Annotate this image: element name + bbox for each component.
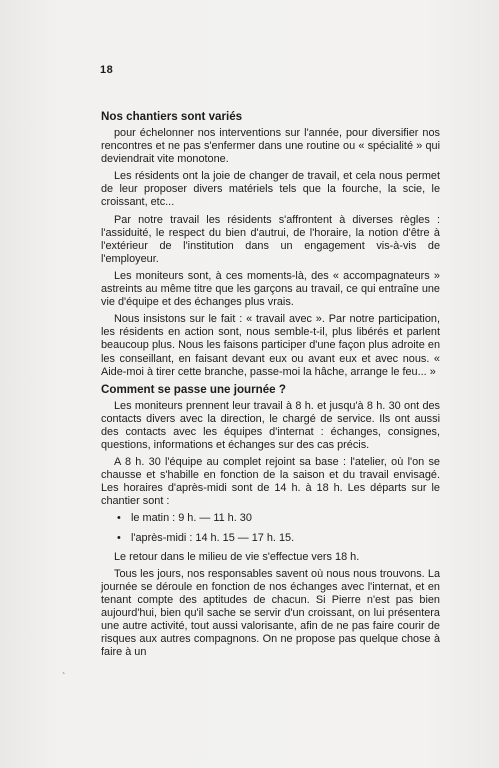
paragraph: Les moniteurs prennent leur travail à 8 h. et jusqu'à 8 h. 30 ont des contacts divers avec la direction, le chargé de service. Ils ont aussi des contacts avec les équipes d'internat : échanges, consignes, questions, informations et échanges sur des cas précis. — [101, 399, 440, 451]
paragraph: Le retour dans le milieu de vie s'effectue vers 18 h. — [114, 550, 360, 563]
schedule-item-morning — [101, 512, 440, 525]
paragraph: Tous les jours, nos responsables savent où nous nous trouvons. La journée se déroule en fonction de nos échanges avec l'internat, et en tenant compte des aptitudes de chacun. Si Pierre n'est pas bien aujourd'hui, bien qu'il sache se servir d'un croissant, on lui présentera une autre activité, tout aussi valorisante, afin de ne pas faire courir de risques aux autres compagnons. On ne propose pas quelque chose à faire à un — [101, 567, 440, 659]
schedule-text: le matin : 9 h. — 11 h. 30 — [131, 512, 252, 525]
bullet-icon: • — [117, 531, 121, 544]
page-number: 18 — [100, 64, 114, 76]
paragraph: Les moniteurs sont, à ces moments-là, des « accompagnateurs » astreints au même titre que les garçons au travail, ce qui entraîne une vie d'équipe et des échanges plus vrais. — [101, 269, 440, 309]
schedule-list — [101, 512, 440, 544]
margin-mark: ` — [62, 672, 66, 683]
bullet-icon: • — [117, 512, 121, 525]
section-heading-journee: Comment se passe une journée ? — [101, 382, 286, 396]
schedule-text: l'après-midi : 14 h. 15 — 17 h. 15. — [131, 531, 295, 544]
paragraph: A 8 h. 30 l'équipe au complet rejoint sa base : l'atelier, où l'on se chausse et s'habille en fonction de la saison et du travail envisagé. Les horaires d'après-midi sont de 14 h. à 18 h. Les départs sur le chantier sont : — [101, 456, 440, 508]
paragraph: pour échelonner nos interventions sur l'année, pour diversifier nos rencontres et ne pas s'enfermer dans une routine ou « spécialité » qui deviendrait vite monotone. — [101, 127, 440, 166]
schedule-item-afternoon — [101, 532, 440, 545]
paragraph: Les résidents ont la joie de changer de travail, et cela nous permet de leur proposer divers matériels tels que la fourche, la scie, le croissant, etc... — [101, 170, 440, 209]
section-heading-chantiers: Nos chantiers sont variés — [101, 110, 243, 123]
paragraph: Nous insistons sur le fait : « travail avec ». Par notre participation, les résidents en action sont, nous semble-t-il, plus libérés et parlent beaucoup plus. Nous les faisons participer d'une façon plus adroite en les conseillant, en faisant devant eux ou avant eux et avec nous. « Aide-moi à tirer cette branche, passe-moi la hâche, arrange le feu... » — [101, 313, 440, 378]
paragraph: Par notre travail les résidents s'affrontent à diverses règles : l'assiduité, le respect du bien d'autrui, de l'horaire, la notion d'être à l'extérieur de l'institution dans un engagement vis-à-vis de l'employeur. — [101, 213, 440, 265]
page-body — [101, 110, 440, 663]
